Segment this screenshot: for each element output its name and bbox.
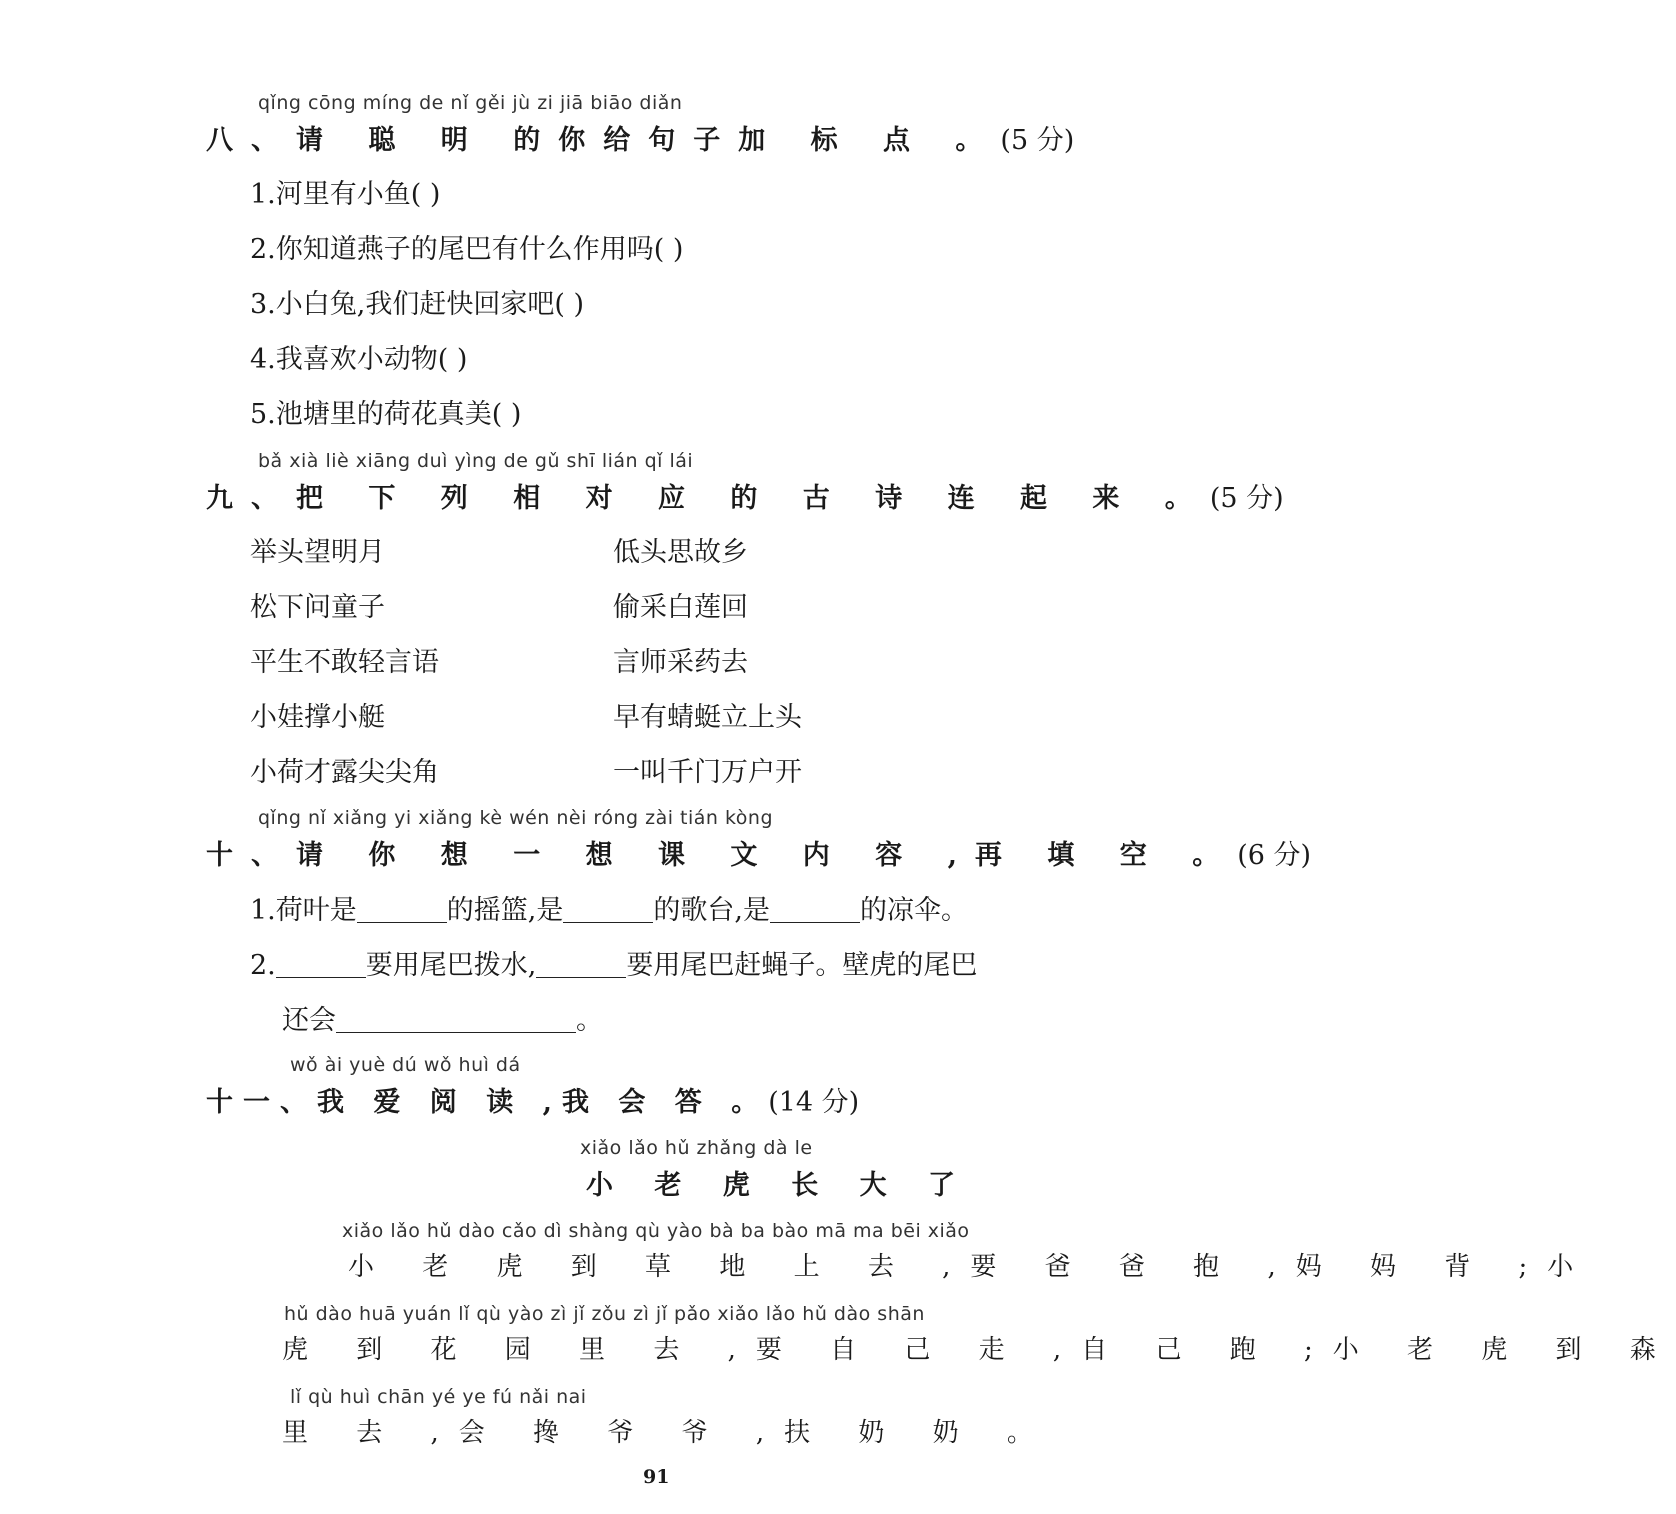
fill-blank[interactable] — [276, 953, 366, 978]
s10-line-2 — [250, 943, 1080, 982]
s9-pinyin: bǎ xià liè xiāng duì yìng de gǔ shī lián qǐ lái — [258, 450, 694, 472]
s8-item-2: 2.你知道燕子的尾巴有什么作用吗( ) — [250, 234, 684, 265]
s10-pinyin: qǐng nǐ xiǎng yi xiǎng kè wén nèi róng zài tián kòng — [258, 807, 774, 829]
story-p1-pinyin: xiǎo lǎo hǔ dào cǎo dì shàng qù yào bà ba bào mā ma bēi xiǎo — [342, 1220, 970, 1242]
poem-left-4: 小娃撑小艇 — [250, 702, 385, 733]
story-title: 小 老 虎 长 大 了 — [586, 1170, 971, 1201]
poem-right-1: 低头思故乡 — [613, 537, 748, 568]
s10-score: (6 分) — [1237, 840, 1312, 871]
s10-l1d: 的凉伞。 — [859, 895, 968, 926]
s8-heading — [206, 118, 1074, 157]
s10-l2c: 要用尾巴赶蝇子。壁虎的尾巴 — [626, 950, 978, 981]
s8-heading-text: 八、请 聪 明 的你给句子加 标 点 。 — [206, 125, 1001, 156]
s10-l2b: 要用尾巴拨水, — [365, 950, 537, 981]
s10-heading-text: 十、请 你 想 一 想 课 文 内 容 ,再 填 空 。 — [206, 840, 1238, 871]
fill-blank[interactable] — [563, 898, 653, 923]
s9-heading-text: 九、把 下 列 相 对 应 的 古 诗 连 起 来 。 — [206, 483, 1210, 514]
poem-right-4: 早有蜻蜓立上头 — [613, 702, 802, 733]
fill-blank[interactable] — [357, 898, 447, 923]
poem-left-5: 小荷才露尖尖角 — [250, 757, 439, 788]
s10-l2a: 2. — [250, 950, 276, 981]
s10-line-3 — [282, 998, 603, 1037]
s8-item-3: 3.小白兔,我们赶快回家吧( ) — [250, 289, 584, 320]
story-p2-pinyin: hǔ dào huā yuán lǐ qù yào zì jǐ zǒu zì jǐ pǎo xiǎo lǎo hǔ dào shān — [284, 1303, 925, 1325]
poem-left-2: 松下问童子 — [250, 592, 385, 623]
fill-blank[interactable] — [770, 898, 860, 923]
poem-right-5: 一叫千门万户开 — [613, 757, 802, 788]
s10-l1c: 的歌台,是 — [653, 895, 770, 926]
s11-score: (14 分) — [768, 1087, 860, 1118]
s10-l3a: 还会 — [282, 1005, 336, 1036]
s10-l3b: 。 — [576, 1005, 603, 1036]
s8-item-5: 5.池塘里的荷花真美( ) — [250, 399, 522, 430]
s10-l1a: 1.荷叶是 — [250, 895, 357, 926]
s9-score: (5 分) — [1209, 483, 1284, 514]
s8-score: (5 分) — [1000, 125, 1075, 156]
fill-blank[interactable] — [536, 953, 626, 978]
page-number: 91 — [643, 1466, 670, 1488]
s10-heading — [206, 833, 1311, 872]
s11-heading-text: 十一、我 爱 阅 读 ,我 会 答 。 — [206, 1087, 769, 1118]
s9-heading — [206, 476, 1284, 515]
poem-right-2: 偷采白莲回 — [613, 592, 748, 623]
s8-pinyin: qǐng cōng míng de nǐ gěi jù zi jiā biāo diǎn — [258, 92, 683, 114]
s8-item-4: 4.我喜欢小动物( ) — [250, 344, 468, 375]
story-line-1: 小 老 虎 到 草 地 上 去 ,要 爸 爸 抱 ,妈 妈 背 ;小 — [348, 1252, 1594, 1282]
s8-item-1: 1.河里有小鱼( ) — [250, 179, 441, 210]
poem-left-3: 平生不敢轻言语 — [250, 647, 439, 678]
story-title-pinyin: xiǎo lǎo hǔ zhǎng dà le — [580, 1137, 813, 1159]
story-line-2: 虎 到 花 园 里 去 ,要 自 己 走 ,自 己 跑 ;小 老 虎 到 森 — [282, 1335, 1676, 1365]
s10-l1b: 的摇篮,是 — [446, 895, 564, 926]
poem-right-3: 言师采药去 — [613, 647, 748, 678]
s11-pinyin: wǒ ài yuè dú wǒ huì dá — [290, 1054, 521, 1076]
story-line-3: 里 去 ,会 搀 爷 爷 ,扶 奶 奶 。 — [282, 1418, 1053, 1448]
fill-blank-long[interactable] — [336, 1008, 576, 1033]
s10-line-1 — [250, 888, 968, 927]
story-p3-pinyin: lǐ qù huì chān yé ye fú nǎi nai — [290, 1386, 587, 1408]
poem-left-1: 举头望明月 — [250, 537, 385, 568]
s11-heading — [206, 1080, 859, 1119]
